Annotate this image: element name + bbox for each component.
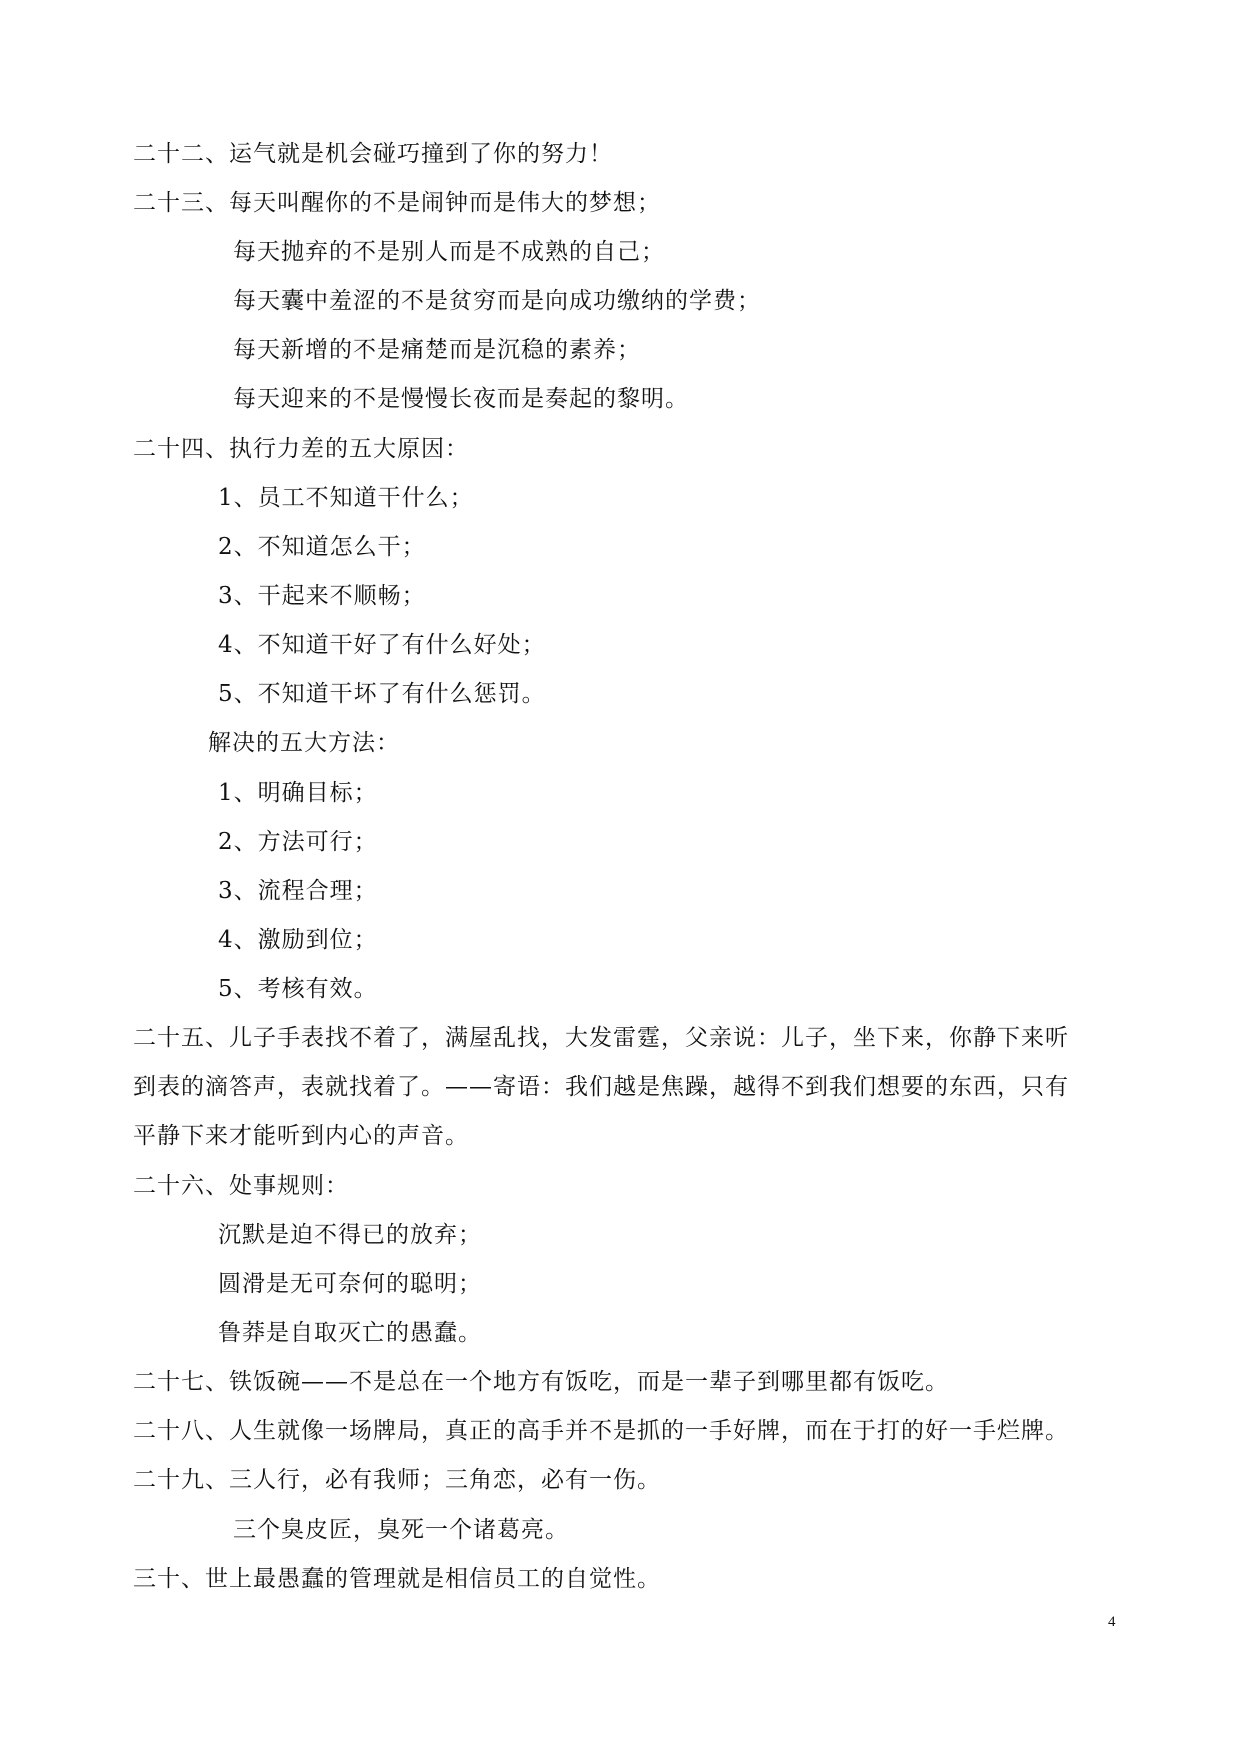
text-line: 二十七、铁饭碗——不是总在一个地方有饭吃，而是一辈子到哪里都有饭吃。 <box>133 1369 949 1395</box>
text-line: 4、不知道干好了有什么好处； <box>218 632 546 658</box>
text-line: 二十二、运气就是机会碰巧撞到了你的努力！ <box>133 141 613 167</box>
page-number: 4 <box>1108 1614 1116 1630</box>
text-line: 二十五、儿子手表找不着了，满屋乱找，大发雷霆，父亲说：儿子，坐下来，你静下来听 <box>133 1025 1069 1051</box>
text-line: 2、不知道怎么干； <box>218 534 426 560</box>
text-line: 二十九、三人行，必有我师；三角恋，必有一伤。 <box>133 1467 661 1493</box>
text-line: 每天迎来的不是慢慢长夜而是奏起的黎明。 <box>233 386 689 412</box>
text-line: 每天抛弃的不是别人而是不成熟的自己； <box>233 239 665 265</box>
text-line: 三个臭皮匠，臭死一个诸葛亮。 <box>233 1517 569 1543</box>
text-line: 二十八、人生就像一场牌局，真正的高手并不是抓的一手好牌，而在于打的好一手烂牌。 <box>133 1418 1069 1444</box>
text-line: 圆滑是无可奈何的聪明； <box>218 1271 482 1297</box>
text-line: 3、流程合理； <box>218 878 378 904</box>
text-line: 2、方法可行； <box>218 829 378 855</box>
text-line: 平静下来才能听到内心的声音。 <box>133 1123 469 1149</box>
text-line: 1、明确目标； <box>218 780 378 806</box>
text-line: 鲁莽是自取灭亡的愚蠢。 <box>218 1320 482 1346</box>
text-line: 到表的滴答声，表就找着了。——寄语：我们越是焦躁，越得不到我们想要的东西，只有 <box>133 1074 1069 1100</box>
text-line: 二十六、处事规则： <box>133 1173 349 1199</box>
text-line: 1、员工不知道干什么； <box>218 485 474 511</box>
text-line: 解决的五大方法： <box>208 730 400 756</box>
text-line: 每天囊中羞涩的不是贫穷而是向成功缴纳的学费； <box>233 288 761 314</box>
text-line: 二十三、每天叫醒你的不是闹钟而是伟大的梦想； <box>133 190 661 216</box>
text-line: 二十四、执行力差的五大原因： <box>133 436 469 462</box>
text-line: 4、激励到位； <box>218 927 378 953</box>
text-line: 5、考核有效。 <box>218 976 378 1002</box>
text-line: 每天新增的不是痛楚而是沉稳的素养； <box>233 337 641 363</box>
text-line: 沉默是迫不得已的放弃； <box>218 1222 482 1248</box>
text-line: 3、干起来不顺畅； <box>218 583 426 609</box>
text-line: 三十、世上最愚蠢的管理就是相信员工的自觉性。 <box>133 1566 661 1592</box>
text-line: 5、不知道干坏了有什么惩罚。 <box>218 681 546 707</box>
